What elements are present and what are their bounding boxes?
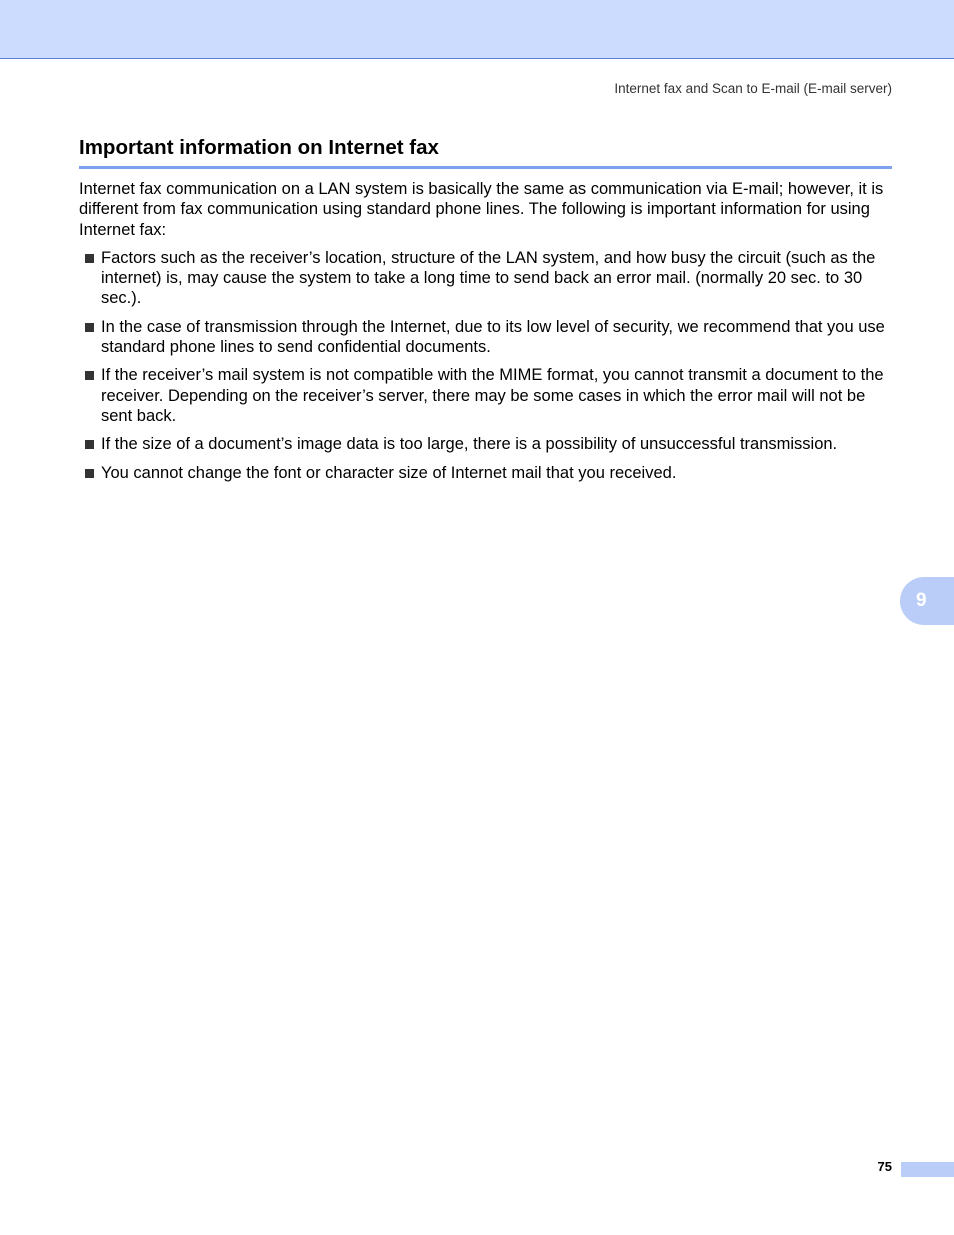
bullet-list [79, 248, 892, 483]
bullet-item [79, 434, 892, 454]
bullet-item [79, 248, 892, 309]
bullet-item [79, 365, 892, 426]
bullet-text: If the size of a document’s image data is too large, there is a possibility of unsuccessful transmission. [101, 435, 838, 454]
intro-paragraph: Internet fax communication on a LAN system is basically the same as communication via E-mail; however, it is different from fax communication using standard phone lines. The following is important information for using Internet fax: [79, 180, 884, 239]
square-bullet-icon [85, 469, 94, 478]
bullet-text: In the case of transmission through the Internet, due to its low level of security, we recommend that you use standard phone lines to send confidential documents. [101, 317, 885, 357]
page-number-band [901, 1162, 954, 1177]
square-bullet-icon [85, 254, 94, 263]
bullet-item [79, 463, 892, 483]
header-band [0, 0, 954, 59]
bullet-text: Factors such as the receiver’s location, structure of the LAN system, and how busy the circuit (such as the internet) is, may cause the system to take a long time to send back an error mail. (normally 20 sec. to 30 sec.). [101, 248, 876, 308]
bullet-text: You cannot change the font or character size of Internet mail that you received. [101, 463, 677, 482]
section-title: Important information on Internet fax [79, 136, 439, 159]
square-bullet-icon [85, 323, 94, 332]
bullet-item [79, 317, 892, 358]
page-number: 75 [877, 1159, 892, 1174]
running-header: Internet fax and Scan to E-mail (E-mail server) [614, 81, 892, 96]
square-bullet-icon [85, 371, 94, 380]
square-bullet-icon [85, 440, 94, 449]
bullet-text: If the receiver’s mail system is not compatible with the MIME format, you cannot transmit a document to the receiver. Depending on the receiver’s server, there may be some cases in which the error mail will not be sent back. [101, 366, 884, 425]
title-underline [79, 166, 892, 169]
section-body [79, 179, 892, 491]
chapter-tab: 9 [900, 577, 954, 625]
